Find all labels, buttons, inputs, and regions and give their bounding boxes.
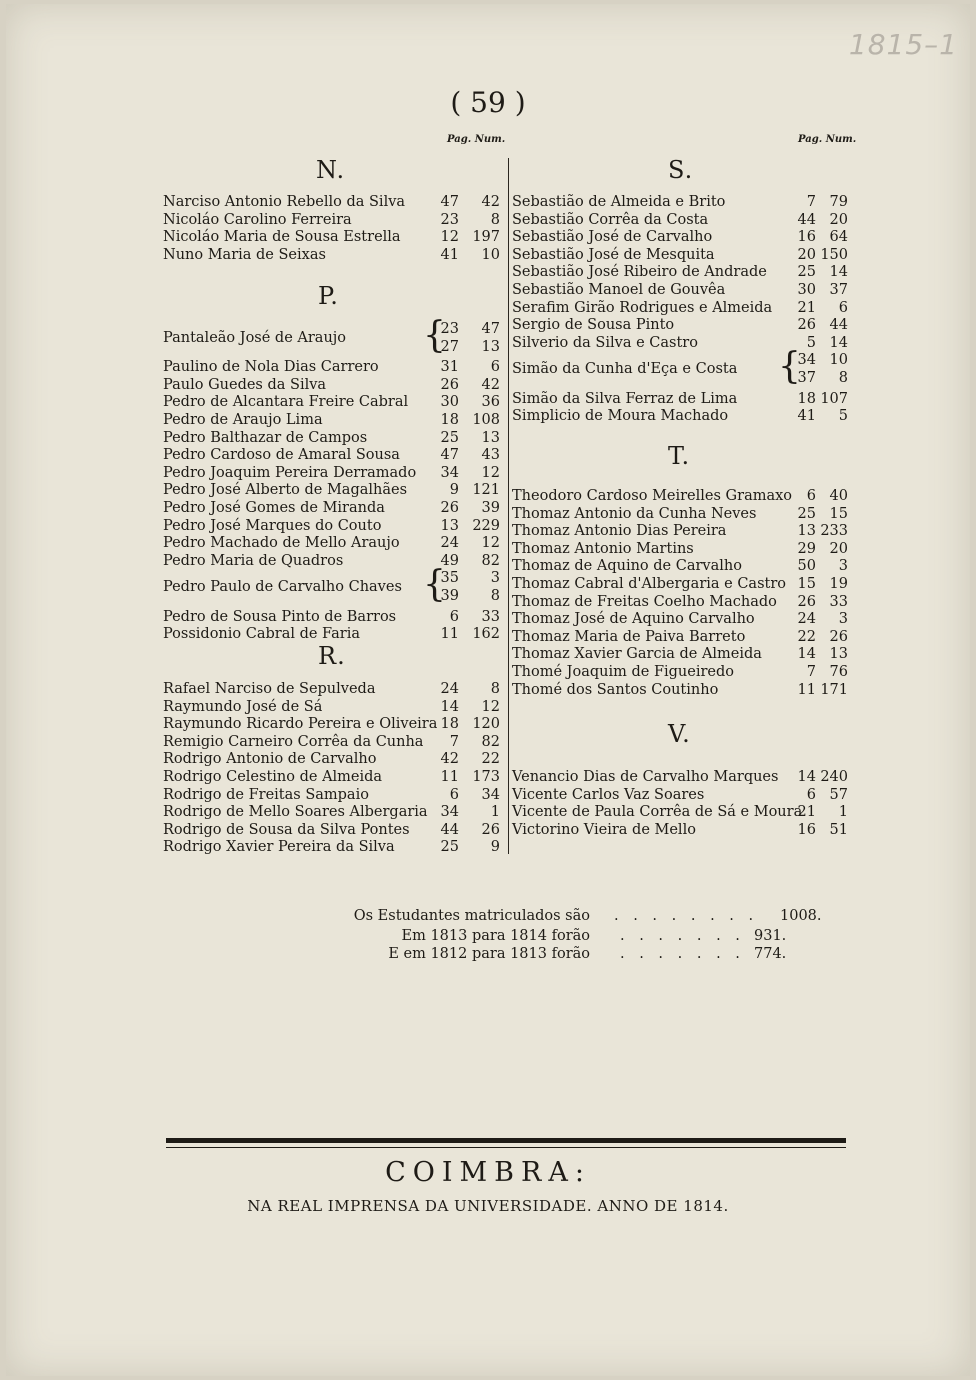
entry-number: 10	[829, 352, 848, 369]
brace-icon: {	[778, 346, 801, 388]
section-letter-p: P.	[318, 282, 339, 310]
entry-page: 31	[440, 359, 459, 376]
imprint-rule-thin	[166, 1147, 846, 1148]
index-entry	[163, 376, 502, 394]
entry-page: 13	[440, 517, 459, 534]
entry-number-second: 8	[490, 588, 500, 605]
total-line	[0, 928, 976, 948]
index-entry	[512, 281, 850, 299]
entry-name: Pantaleão José de Araujo	[163, 330, 347, 346]
index-entry	[163, 315, 502, 356]
entry-name: Nicoláo Maria de Sousa Estrella	[163, 229, 401, 246]
index-entry	[163, 429, 502, 447]
entry-page: 16	[797, 821, 816, 838]
section-letter-t: T.	[668, 442, 691, 470]
entry-name: Paulino de Nola Dias Carrero	[163, 359, 379, 376]
entry-number: 3	[838, 611, 848, 628]
index-entry	[512, 645, 850, 663]
entry-name: Pedro José Marques do Couto	[163, 517, 382, 534]
entry-name: Possidonio Cabral de Faria	[163, 626, 360, 643]
entry-number: 44	[829, 317, 848, 334]
entry-name: Sebastião José de Mesquita	[512, 246, 715, 263]
page-number: ( 59 )	[450, 86, 526, 119]
index-entry	[512, 346, 850, 388]
entry-page: 29	[797, 540, 816, 557]
entry-name: Serafim Girão Rodrigues e Almeida	[512, 299, 773, 316]
index-entry	[512, 228, 850, 246]
brace-icon: {	[423, 564, 446, 606]
index-entry	[163, 517, 502, 535]
entry-number: 47	[481, 321, 500, 337]
entry-page: 20	[797, 246, 816, 263]
entry-page: 18	[797, 390, 816, 407]
index-entry	[163, 246, 502, 264]
entry-number: 108	[472, 412, 500, 429]
entry-name: Rodrigo Xavier Pereira da Silva	[163, 839, 395, 856]
entry-number: 6	[490, 359, 500, 376]
entry-page: 42	[440, 751, 459, 768]
entry-number: 15	[829, 505, 848, 522]
total-label: Os Estudantes matriculados são	[353, 908, 590, 924]
entry-name: Simão da Silva Ferraz de Lima	[512, 390, 738, 407]
index-entry	[512, 263, 850, 281]
entry-name: Paulo Guedes da Silva	[163, 376, 327, 393]
entry-page: 25	[797, 264, 816, 281]
entry-page: 41	[797, 408, 816, 425]
entry-page: 18	[440, 716, 459, 733]
entry-name: Pedro de Alcantara Freire Cabral	[163, 394, 409, 411]
entry-number: 42	[481, 376, 500, 393]
index-entry	[163, 193, 502, 211]
entry-page: 26	[797, 593, 816, 610]
entry-page: 23	[440, 321, 459, 337]
entry-page: 26	[440, 500, 459, 517]
num-label: Num.	[474, 134, 506, 145]
entry-name: Thomaz Xavier Garcia de Almeida	[512, 646, 762, 663]
index-entry	[512, 786, 850, 804]
entry-page: 50	[797, 558, 816, 575]
index-entry	[163, 608, 502, 626]
entry-number: 173	[472, 769, 500, 785]
entry-name: Pedro José Alberto de Magalhães	[163, 482, 408, 499]
index-entry	[512, 390, 850, 408]
entry-number: 12	[481, 535, 500, 552]
entry-page: 26	[440, 376, 459, 393]
entry-page: 21	[797, 804, 816, 821]
index-entry	[512, 193, 850, 211]
total-label: E em 1812 para 1813 forão	[388, 946, 590, 962]
entry-page: 35	[440, 570, 459, 587]
index-entry	[163, 768, 502, 786]
entry-number: 162	[472, 626, 500, 643]
entry-page: 24	[797, 611, 816, 628]
entry-name: Pedro Joaquim Pereira Derramado	[163, 464, 417, 481]
entry-name: Rodrigo de Mello Soares Albergaria	[163, 804, 428, 821]
index-entry	[512, 610, 850, 628]
leader-dots: . . . . . . .	[620, 946, 745, 962]
entry-number: 9	[490, 839, 500, 856]
index-entry	[512, 681, 850, 699]
index-entry	[163, 698, 502, 716]
index-entry	[163, 211, 502, 229]
entry-page: 14	[440, 698, 459, 715]
entry-page: 11	[797, 681, 816, 698]
entry-number: 5	[838, 408, 848, 425]
entry-name: Rodrigo Antonio de Carvalho	[163, 751, 377, 768]
entry-number: 14	[829, 334, 848, 351]
entry-name: Pedro Maria de Quadros	[163, 552, 344, 569]
entry-number: 22	[481, 751, 500, 768]
total-line	[0, 908, 976, 928]
entry-page: 26	[797, 317, 816, 334]
index-entry	[163, 228, 502, 246]
entry-number: 1	[838, 804, 848, 821]
index-entry	[512, 821, 850, 839]
index-entry	[512, 803, 850, 821]
index-entry	[163, 838, 502, 856]
entry-name: Sebastião José de Carvalho	[512, 229, 713, 246]
entry-page: 7	[806, 664, 816, 680]
index-entry	[163, 446, 502, 464]
entry-page: 41	[440, 246, 459, 263]
entry-page: 23	[440, 211, 459, 228]
entry-name: Thomaz de Freitas Coelho Machado	[512, 593, 777, 610]
entry-page: 25	[797, 505, 816, 522]
entry-number: 57	[829, 786, 848, 803]
index-entry	[512, 663, 850, 681]
column-divider	[508, 158, 509, 854]
imprint-rule-thick	[166, 1138, 846, 1143]
entry-name: Raymundo Ricardo Pereira e Oliveira	[163, 716, 438, 733]
index-entry	[163, 733, 502, 751]
index-entry	[512, 522, 850, 540]
entry-number: 37	[829, 282, 848, 298]
entry-page-second: 39	[440, 588, 459, 605]
entry-number: 240	[820, 769, 848, 785]
entry-page: 47	[440, 447, 459, 464]
num-label: Num.	[825, 134, 857, 145]
entry-number: 8	[490, 681, 500, 697]
entry-page: 44	[440, 821, 459, 838]
index-entry	[163, 393, 502, 411]
entry-name: Vicente de Paula Corrêa de Sá e Moura	[512, 804, 803, 821]
index-entry	[163, 625, 502, 643]
entry-page: 34	[797, 352, 816, 369]
entry-name: Theodoro Cardoso Meirelles Gramaxo	[512, 488, 793, 504]
entry-name: Pedro Balthazar de Campos	[163, 429, 368, 446]
entry-page: 34	[440, 464, 459, 481]
entry-number: 40	[829, 488, 848, 504]
imprint-city: COIMBRA:	[385, 1157, 591, 1188]
entry-number: 79	[829, 194, 848, 210]
entry-page: 13	[797, 523, 816, 540]
index-entry	[163, 715, 502, 733]
entry-number: 229	[472, 517, 500, 534]
section-letter-r: R.	[318, 642, 346, 670]
entry-number: 82	[481, 552, 500, 569]
entry-page: 16	[797, 229, 816, 246]
entry-name: Thomaz Antonio da Cunha Neves	[512, 505, 757, 522]
index-entry	[163, 786, 502, 804]
index-entry	[163, 680, 502, 698]
entry-number: 33	[829, 593, 848, 610]
entry-page: 5	[806, 334, 816, 351]
total-line	[0, 946, 976, 966]
entry-number: 1	[490, 804, 500, 821]
entry-page: 24	[440, 681, 459, 697]
entry-page: 44	[797, 211, 816, 228]
index-entry	[512, 557, 850, 575]
entry-name: Raymundo José de Sá	[163, 698, 323, 715]
section-letter-v: V.	[668, 720, 691, 748]
entry-name: Simão da Cunha d'Eça e Costa	[512, 361, 738, 378]
index-entry	[512, 316, 850, 334]
entry-number: 39	[481, 500, 500, 517]
entry-page: 34	[440, 804, 459, 821]
entry-number: 3	[490, 570, 500, 587]
entry-number: 42	[481, 194, 500, 210]
entry-name: Pedro José Gomes de Miranda	[163, 500, 385, 517]
index-entry	[163, 534, 502, 552]
entry-number: 233	[820, 523, 848, 540]
entry-number: 197	[472, 229, 500, 246]
entry-number-second: 8	[838, 370, 848, 387]
entry-name: Narciso Antonio Rebello da Silva	[163, 194, 406, 210]
entry-name: Rodrigo Celestino de Almeida	[163, 769, 383, 785]
entry-name: Thomaz Antonio Martins	[512, 540, 694, 557]
entry-page: 14	[797, 646, 816, 663]
entry-page: 12	[440, 229, 459, 246]
entry-page: 24	[440, 535, 459, 552]
leader-dots: . . . . . . .	[620, 928, 745, 944]
entry-page: 25	[440, 839, 459, 856]
entry-page: 6	[449, 786, 459, 803]
entry-page: 6	[806, 786, 816, 803]
entry-name: Silverio da Silva e Castro	[512, 334, 698, 351]
index-entry	[163, 564, 502, 606]
entry-name: Thomaz Maria de Paiva Barreto	[512, 628, 746, 645]
entry-name: Pedro Machado de Mello Araujo	[163, 535, 400, 552]
entry-name: Pedro de Sousa Pinto de Barros	[163, 608, 397, 625]
entry-name: Thomaz Antonio Dias Pereira	[512, 523, 727, 540]
entry-number: 64	[829, 229, 848, 246]
entry-number: 171	[820, 681, 848, 698]
entry-number: 13	[481, 429, 500, 446]
entry-number: 14	[829, 264, 848, 281]
entry-number: 12	[481, 464, 500, 481]
entry-number: 6	[838, 299, 848, 316]
entry-number: 34	[481, 786, 500, 803]
entry-page: 22	[797, 628, 816, 645]
index-entry	[512, 505, 850, 523]
entry-name: Sebastião Corrêa da Costa	[512, 211, 709, 228]
entry-page: 21	[797, 299, 816, 316]
total-label: Em 1813 para 1814 forão	[401, 928, 590, 944]
entry-number: 82	[481, 733, 500, 750]
index-entry	[163, 803, 502, 821]
brace-icon: {	[423, 315, 446, 356]
entry-number: 10	[481, 246, 500, 263]
index-entry	[163, 821, 502, 839]
entry-page: 25	[440, 429, 459, 446]
pag-label: Pag.	[798, 134, 823, 145]
entry-page-second: 37	[797, 370, 816, 387]
entry-number: 107	[820, 390, 848, 407]
entry-number: 150	[820, 246, 848, 263]
entry-page-second: 27	[440, 339, 459, 355]
entry-number: 13	[829, 646, 848, 663]
entry-name: Nicoláo Carolino Ferreira	[163, 211, 352, 228]
entry-name: Sergio de Sousa Pinto	[512, 317, 675, 334]
entry-number: 20	[829, 540, 848, 557]
imprint-press: NA REAL IMPRENSA DA UNIVERSIDADE. ANNO DE 1814.	[247, 1197, 729, 1215]
pag-label: Pag.	[447, 134, 472, 145]
entry-name: Vicente Carlos Vaz Soares	[512, 786, 705, 803]
entry-name: Pedro de Araujo Lima	[163, 412, 323, 429]
entry-name: Thomaz Cabral d'Albergaria e Castro	[512, 576, 787, 592]
entry-name: Remigio Carneiro Corrêa da Cunha	[163, 733, 424, 750]
entry-page: 30	[440, 394, 459, 411]
entry-number: 8	[490, 211, 500, 228]
section-letter-s: S.	[668, 156, 694, 184]
entry-page: 30	[797, 282, 816, 298]
entry-page: 49	[440, 552, 459, 569]
entry-page: 11	[440, 769, 459, 785]
entry-page: 47	[440, 194, 459, 210]
entry-number: 26	[481, 821, 500, 838]
index-entry	[163, 481, 502, 499]
entry-name: Sebastião José Ribeiro de Andrade	[512, 264, 767, 281]
entry-number: 20	[829, 211, 848, 228]
index-entry	[512, 487, 850, 505]
entry-page: 18	[440, 412, 459, 429]
entry-name: Sebastião de Almeida e Brito	[512, 194, 726, 210]
index-entry	[512, 575, 850, 593]
margin-note: 1815–1	[848, 28, 958, 61]
entry-page: 15	[797, 576, 816, 592]
index-entry	[512, 211, 850, 229]
entry-number: 120	[472, 716, 500, 733]
entry-name: Thomaz de Aquino de Carvalho	[512, 558, 742, 575]
entry-name: Rafael Narciso de Sepulveda	[163, 681, 376, 697]
index-entry	[512, 540, 850, 558]
index-entry	[163, 358, 502, 376]
index-entry	[163, 411, 502, 429]
index-entry	[512, 246, 850, 264]
total-value: 931.	[754, 928, 787, 944]
entry-number: 36	[481, 394, 500, 411]
entry-name: Nuno Maria de Seixas	[163, 246, 326, 263]
entry-name: Simplicio de Moura Machado	[512, 408, 729, 425]
entry-number: 33	[481, 608, 500, 625]
index-entry	[512, 407, 850, 425]
entry-number: 121	[472, 482, 500, 499]
entry-page: 11	[440, 626, 459, 643]
section-letter-n: N.	[316, 156, 346, 184]
entry-page: 7	[806, 194, 816, 210]
entry-page: 9	[449, 482, 459, 499]
entry-number: 3	[838, 558, 848, 575]
entry-number: 43	[481, 447, 500, 464]
leader-dots: . . . . . . . .	[614, 908, 759, 924]
entry-number: 19	[829, 576, 848, 592]
entry-name: Rodrigo de Freitas Sampaio	[163, 786, 369, 803]
total-value: 774.	[754, 946, 787, 962]
entry-number-second: 13	[481, 339, 500, 355]
index-entry	[163, 552, 502, 570]
entry-number: 12	[481, 698, 500, 715]
index-entry	[163, 750, 502, 768]
index-entry	[512, 299, 850, 317]
entry-name: Sebastião Manoel de Gouvêa	[512, 282, 726, 298]
index-entry	[163, 464, 502, 482]
column-header-left	[447, 134, 505, 145]
entry-page: 6	[449, 608, 459, 625]
column-header-right	[798, 134, 856, 145]
entry-name: Venancio Dias de Carvalho Marques	[512, 769, 779, 785]
entry-page: 7	[449, 733, 459, 750]
total-value: 1008.	[780, 908, 822, 924]
entry-name: Rodrigo de Sousa da Silva Pontes	[163, 821, 410, 838]
entry-name: Thomaz José de Aquino Carvalho	[512, 611, 755, 628]
entry-name: Pedro Cardoso de Amaral Sousa	[163, 447, 400, 464]
entry-number: 51	[829, 821, 848, 838]
entry-number: 26	[829, 628, 848, 645]
entry-number: 76	[829, 664, 848, 680]
index-entry	[512, 768, 850, 786]
index-entry	[512, 628, 850, 646]
entry-name: Victorino Vieira de Mello	[512, 821, 696, 838]
index-entry	[512, 593, 850, 611]
entry-name: Thomé dos Santos Coutinho	[512, 681, 719, 698]
entry-page: 6	[806, 488, 816, 504]
entry-page: 14	[797, 769, 816, 785]
index-entry	[163, 499, 502, 517]
entry-name: Thomé Joaquim de Figueiredo	[512, 664, 735, 680]
entry-name: Pedro Paulo de Carvalho Chaves	[163, 579, 402, 596]
